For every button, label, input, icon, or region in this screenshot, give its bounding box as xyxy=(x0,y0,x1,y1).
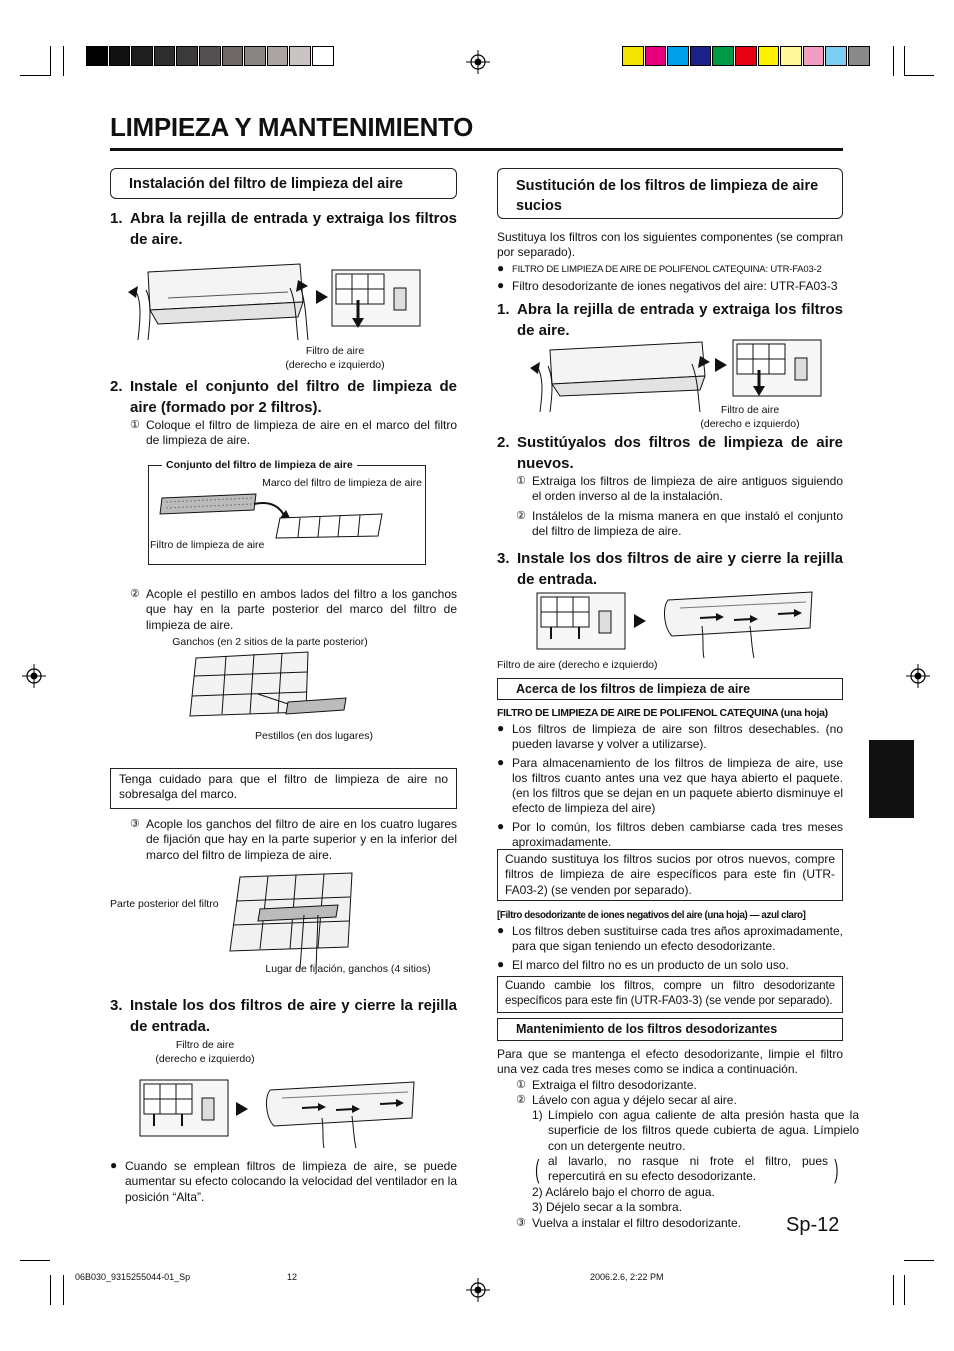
calibration-swatch xyxy=(86,46,108,66)
step-3 xyxy=(110,995,457,1037)
hooks-label: Ganchos (en 2 sitios de la parte posterior) xyxy=(172,636,368,648)
step-3 xyxy=(497,548,843,590)
back-of-filter-label: Parte posterior del filtro xyxy=(110,898,219,910)
ac-open-grille-illustration xyxy=(128,262,308,342)
bullet-icon: ● xyxy=(497,261,505,275)
step-text: Abra la rejilla de entrada y extraiga los filtros de aire. xyxy=(130,210,457,248)
circled-number: ③ xyxy=(516,1217,526,1229)
arrow-right-icon xyxy=(236,1102,248,1116)
figure-caption: Filtro de aire (derecho e izquierdo) xyxy=(155,1039,255,1065)
bullet-icon: ● xyxy=(497,721,505,735)
page-title: LIMPIEZA Y MANTENIMIENTO xyxy=(110,112,474,142)
substep-3 xyxy=(130,817,457,863)
substep-1 xyxy=(516,474,843,505)
substep-2 xyxy=(130,587,457,633)
bullet-item xyxy=(497,756,843,817)
step-number: 2. xyxy=(497,434,510,451)
calibration-swatch xyxy=(803,46,825,66)
fixing-places-label: Lugar de fijación, ganchos (4 sitios) xyxy=(265,963,431,975)
maintenance-step-2 xyxy=(516,1093,843,1108)
step-text: Instale el conjunto del filtro de limpieza de aire (formado por 2 filtros). xyxy=(130,378,457,416)
maintenance-note: al lavarlo, no rasque ni frote el filtro, pues repercutirá en su efecto desodorizante. xyxy=(548,1154,828,1184)
bullet-text: Cuando se emplean filtros de limpieza de aire, se puede aumentar su efecto colocando la velocidad del ventilador en la posición “Alta”. xyxy=(125,1159,457,1204)
paren-right: ) xyxy=(834,1154,839,1184)
calibration-swatch xyxy=(645,46,667,66)
bullet-item xyxy=(497,722,843,753)
bullet-icon: ● xyxy=(497,278,505,292)
bullet-item xyxy=(497,820,843,851)
title-rule xyxy=(110,148,843,151)
calibration-swatch xyxy=(222,46,244,66)
step-text: Instale los dos filtros de aire y cierre la rejilla de entrada. xyxy=(130,997,457,1035)
side-tab xyxy=(869,740,914,818)
step-2 xyxy=(110,376,457,418)
ac-close-grille-illustration xyxy=(660,588,815,658)
deodorizing-heading: [Filtro desodorizante de iones negativos del aire (una hoja) — azul claro] xyxy=(497,910,806,921)
bullet-icon: ● xyxy=(110,1158,118,1172)
filter-back-hooks-illustration xyxy=(188,652,348,722)
bullet-item xyxy=(497,924,843,955)
crop-mark xyxy=(904,46,905,76)
substep-1 xyxy=(130,418,457,449)
crop-mark xyxy=(904,1260,934,1261)
crop-mark xyxy=(893,46,894,76)
maintenance-step-3 xyxy=(516,1216,776,1231)
circled-number: ② xyxy=(516,510,526,522)
crop-mark xyxy=(904,1275,905,1305)
calibration-swatch xyxy=(109,46,131,66)
component-item xyxy=(497,262,843,277)
step-text: Abra la rejilla de entrada y extraiga los filtros de aire. xyxy=(517,301,843,339)
maintenance-intro: Para que se mantenga el efecto desodorizante, limpie el filtro una vez cada tres meses como se indica a continuación. xyxy=(497,1047,843,1077)
bullet-text: Los filtros deben sustituirse cada tres años aproximadamente, para que sigan teniendo un efecto desodorizante. xyxy=(512,924,843,954)
registration-mark-icon xyxy=(22,664,46,688)
note-box: Tenga cuidado para que el filtro de limpieza de aire no sobresalga del marco. xyxy=(110,768,457,809)
calibration-swatch xyxy=(690,46,712,66)
ac-open-grille-illustration xyxy=(530,340,710,412)
bullet-item xyxy=(110,1159,457,1205)
circled-number: ③ xyxy=(130,818,140,830)
filter-set-figure-title: Conjunto del filtro de limpieza de aire xyxy=(162,459,357,471)
step-number: 3. xyxy=(110,997,123,1014)
arrow-right-icon xyxy=(634,614,646,628)
calibration-swatch xyxy=(131,46,153,66)
footer-file: 06B030_9315255044-01_Sp xyxy=(75,1272,191,1282)
latches-label: Pestillos (en dos lugares) xyxy=(255,730,373,742)
section-title-install xyxy=(110,168,457,199)
crop-mark xyxy=(63,46,64,76)
note-box: Cuando cambie los filtros, compre un filtro desodorizante específicos para este fin (UTR-FA03-3) (se vende por separado). xyxy=(497,976,843,1013)
step-text: Sustitúyalos dos filtros de limpieza de aire nuevos. xyxy=(517,434,843,472)
air-filter-illustration xyxy=(537,593,627,651)
component-text: Filtro desodorizante de iones negativos del aire: UTR-FA03-3 xyxy=(512,279,838,293)
calibration-swatch xyxy=(780,46,802,66)
substep-2 xyxy=(516,509,843,540)
calibration-swatch xyxy=(244,46,266,66)
maintenance-step-2-3: 3) Déjelo secar a la sombra. xyxy=(532,1200,683,1214)
bullet-text: El marco del filtro no es un producto de un solo uso. xyxy=(512,957,789,972)
footer-date: 2006.2.6, 2:22 PM xyxy=(590,1272,664,1282)
step-2 xyxy=(497,432,843,474)
calibration-swatch xyxy=(176,46,198,66)
figure-caption: Filtro de aire (derecho e izquierdo) xyxy=(285,345,385,371)
filter-fixing-points-illustration xyxy=(230,873,355,955)
calibration-swatch xyxy=(712,46,734,66)
calibration-swatch xyxy=(848,46,870,66)
about-filters-box: Acerca de los filtros de limpieza de aire xyxy=(497,678,843,700)
circled-number: ① xyxy=(130,419,140,431)
bullet-icon: ● xyxy=(497,754,505,769)
substep-text: Vuelva a instalar el filtro desodorizante. xyxy=(532,1216,742,1230)
maintenance-step-2-1: 1) Límpielo con agua caliente de alta presión hasta que la superficie de los filtros quede cubierta de agua. Límpielo con un detergente neutro. xyxy=(532,1108,859,1153)
crop-mark xyxy=(20,75,50,76)
crop-mark xyxy=(50,1275,51,1305)
step-number: 1. xyxy=(497,301,510,318)
substep-text: Coloque el filtro de limpieza de aire en el marco del filtro de limpieza de aire. xyxy=(146,418,457,448)
registration-mark-icon xyxy=(466,1278,490,1302)
crop-mark xyxy=(50,46,51,76)
maintenance-step-1 xyxy=(516,1078,843,1093)
calibration-swatch xyxy=(312,46,334,66)
deodorizing-bullets xyxy=(497,924,843,976)
calibration-swatch xyxy=(825,46,847,66)
frame-label: Marco del filtro de limpieza de aire xyxy=(262,477,422,489)
circled-number: ② xyxy=(516,1094,526,1106)
grayscale-calibration-bar xyxy=(86,46,335,66)
crop-mark xyxy=(63,1275,64,1305)
crop-mark xyxy=(893,1275,894,1305)
calibration-swatch xyxy=(667,46,689,66)
ac-close-grille-illustration xyxy=(262,1078,417,1148)
calibration-swatch xyxy=(758,46,780,66)
air-filter-illustration xyxy=(733,340,823,398)
circled-number: ② xyxy=(130,588,140,600)
registration-mark-icon xyxy=(906,664,930,688)
registration-mark-icon xyxy=(466,50,490,74)
maintenance-step-2-2: 2) Aclárelo bajo el chorro de agua. xyxy=(532,1185,715,1199)
calibration-swatch xyxy=(735,46,757,66)
substep-text: Instálelos de la misma manera en que instaló el conjunto del filtro de limpieza de aire. xyxy=(532,509,843,539)
bullet-icon: ● xyxy=(497,923,505,937)
cleaning-filter-strip-illustration xyxy=(158,494,258,516)
component-text: FILTRO DE LIMPIEZA DE AIRE DE POLIFENOL CATEQUINA: UTR-FA03-2 xyxy=(512,264,822,275)
filter-label: Filtro de limpieza de aire xyxy=(150,539,265,551)
bullet-icon: ● xyxy=(497,818,505,833)
circled-number: ① xyxy=(516,1079,526,1091)
step-1 xyxy=(497,299,843,341)
footer-page: 12 xyxy=(287,1272,298,1282)
substep-text: Lávelo con agua y déjelo secar al aire. xyxy=(532,1093,737,1107)
substep-text: Acople los ganchos del filtro de aire en los cuatro lugares de fijación que hay en la parte superior y en la inferior del marco del filtro de limpieza de aire. xyxy=(146,817,457,862)
bullet-text: Los filtros de limpieza de aire son filtros desechables. (no pueden lavarse y volver a utilizarse). xyxy=(512,722,843,752)
bullet-item xyxy=(497,958,843,973)
substep-text: Extraiga los filtros de limpieza de aire antiguos siguiendo el orden inverso al de la instalación. xyxy=(532,474,843,504)
arrow-right-icon xyxy=(715,358,727,372)
bullet-icon: ● xyxy=(497,956,505,971)
calibration-swatch xyxy=(267,46,289,66)
intro-paragraph: Sustituya los filtros con los siguientes componentes (se compran por separado). xyxy=(497,230,843,260)
figure-caption: Filtro de aire (derecho e izquierdo) xyxy=(700,404,800,430)
circled-number: ① xyxy=(516,475,526,487)
section-title-text: Sustitución de los filtros de limpieza de aire sucios xyxy=(516,178,819,214)
component-item xyxy=(497,279,843,294)
color-calibration-bar xyxy=(622,46,871,66)
polyphenol-bullets xyxy=(497,722,843,853)
calibration-swatch xyxy=(622,46,644,66)
filter-frame-illustration xyxy=(274,514,384,540)
calibration-swatch xyxy=(199,46,221,66)
page-number: Sp-12 xyxy=(786,1214,840,1236)
step-number: 1. xyxy=(110,210,123,227)
note-box: Cuando sustituya los filtros sucios por otros nuevos, compre filtros de limpieza de aire específicos para este fin (UTR-FA03-2) (se venden por separado). xyxy=(497,849,843,901)
crop-mark xyxy=(904,75,934,76)
bullet-text: Por lo común, los filtros deben cambiarse cada tres meses aproximadamente. xyxy=(512,819,843,850)
step-1 xyxy=(110,208,457,250)
paren-left: ( xyxy=(535,1154,540,1184)
arrow-right-icon xyxy=(316,290,328,304)
substep-text: Acople el pestillo en ambos lados del filtro a los ganchos que hay en la parte posterior del marco del filtro de limpieza de aire. xyxy=(146,587,457,632)
section-title-text: Instalación del filtro de limpieza del aire xyxy=(129,176,403,192)
crop-mark xyxy=(20,1260,50,1261)
polyphenol-heading: FILTRO DE LIMPIEZA DE AIRE DE POLIFENOL CATEQUINA (una hoja) xyxy=(497,707,828,719)
air-filter-illustration xyxy=(140,1080,230,1138)
section-title-replace xyxy=(497,168,843,219)
bullet-text: Para almacenamiento de los filtros de limpieza de aire, use los filtros cuanto antes una vez que haya abierto el paquete. (en los filtros que se dejan en un paquete abierto disminuye el efecto de limpieza del aire) xyxy=(512,755,843,816)
calibration-swatch xyxy=(154,46,176,66)
calibration-swatch xyxy=(289,46,311,66)
substep-text: Extraiga el filtro desodorizante. xyxy=(532,1078,697,1092)
step-number: 3. xyxy=(497,550,510,567)
figure-caption: Filtro de aire (derecho e izquierdo) xyxy=(497,659,658,671)
step-text: Instale los dos filtros de aire y cierre la rejilla de entrada. xyxy=(517,550,843,588)
maintenance-box: Mantenimiento de los filtros desodorizantes xyxy=(497,1018,843,1041)
air-filter-illustration xyxy=(332,270,422,328)
step-number: 2. xyxy=(110,378,123,395)
